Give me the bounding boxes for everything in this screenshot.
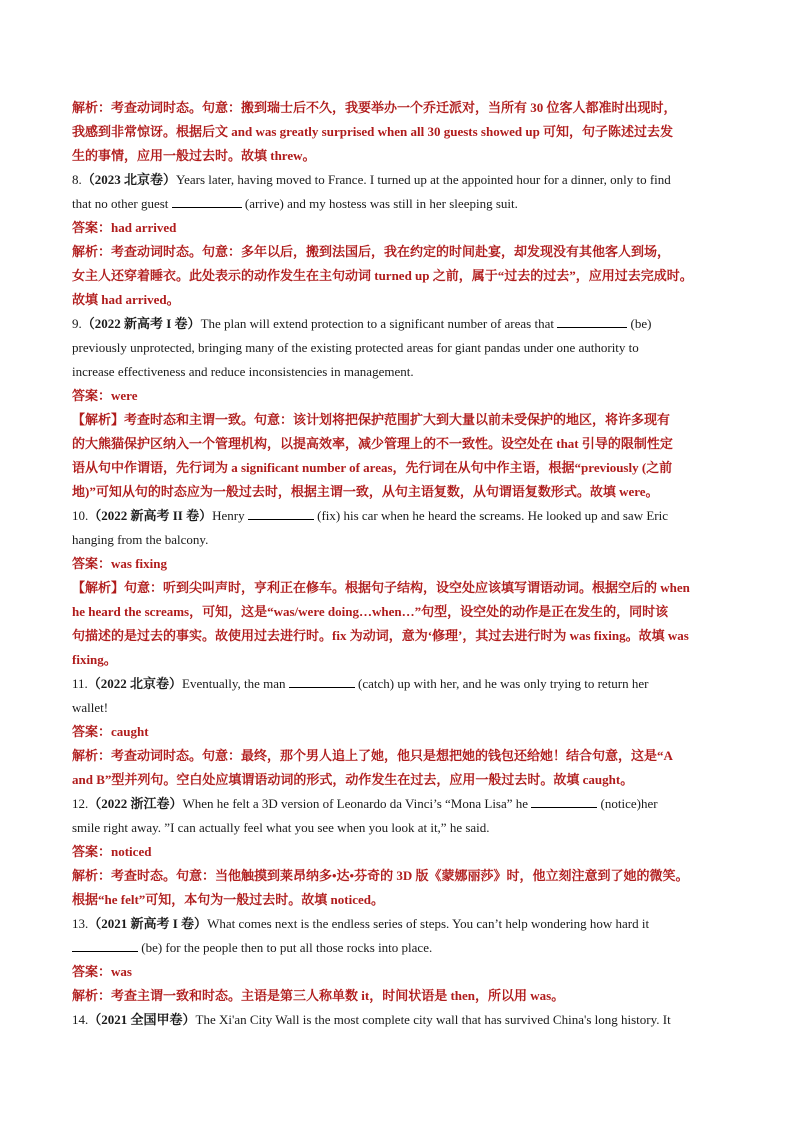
answer-13: 答案：was bbox=[72, 964, 132, 979]
question-13: 13.（2021 新高考 I 卷）What comes next is the endless series of steps. You can’t help wondering how hard it (be) for the people then to put all those rocks into place. bbox=[72, 916, 650, 955]
question-11: 11.（2022 北京卷）Eventually, the man (catch) up with her, and he was only trying to return her wallet! bbox=[72, 672, 722, 720]
analysis-7: 解析：考查动词时态。句意：搬到瑞士后不久，我要举办一个乔迁派对，当所有 30 位客人都准时出现时， 我感到非常惊讶。根据后文 and was greatly surprised when all 30 guests showed up 可知，句子陈述过去发 生的事情，应用一般过去时。故填 threw。 bbox=[72, 100, 677, 163]
question-14: 14.（2021 全国甲卷）The Xi'an City Wall is the most complete city wall that has survived China's long history. It bbox=[72, 1012, 671, 1027]
analysis-12: 解析：考查时态。句意：当他触摸到莱昂纳多•达•芬奇的 3D 版《蒙娜丽莎》时，他立刻注意到了她的微笑。 根据“he felt”可知，本句为一般过去时。故填 noticed。 bbox=[72, 868, 689, 907]
question-12: 12.（2022 浙江卷）When he felt a 3D version of Leonardo da Vinci’s “Mona Lisa” he (notice)her smile right away. ”I can actually feel what you see when you look at it,” he said. bbox=[72, 792, 722, 840]
answer-11: 答案：caught bbox=[72, 724, 149, 739]
answer-10: 答案：was fixing bbox=[72, 556, 167, 571]
document-page bbox=[72, 96, 722, 1032]
answer-12: 答案：noticed bbox=[72, 844, 152, 859]
question-8: 8.（2023 北京卷）Years later, having moved to France. I turned up at the appointed hour for a dinner, only to find that no other guest (arrive) and my hostess was still in her sleeping suit. bbox=[72, 172, 671, 211]
analysis-10: 【解析】句意：听到尖叫声时，亨利正在修车。根据句子结构，设空处应该填写谓语动词。根据空后的 when he heard the screams，可知，这是“was/were doing…when…”句型，设空处的动作是正在发生的，同时该 句描述的是过去的事实。故使用过去进行时。fix 为动词，意为‘修理’，其过去进行时为 was fixing。故填 was fixing。 bbox=[72, 580, 690, 667]
answer-blank bbox=[248, 505, 314, 520]
question-10: 10.（2022 新高考 II 卷）Henry (fix) his car when he heard the screams. He looked up and saw Eric hanging from the balcony. bbox=[72, 504, 722, 552]
analysis-11: 解析：考查动词时态。句意：最终，那个男人追上了她，他只是想把她的钱包还给她！结合句意，这是“A and B”型并列句。空白处应填谓语动词的形式，动作发生在过去，应用一般过去时。故填 caught。 bbox=[72, 748, 673, 787]
answer-blank bbox=[557, 313, 627, 328]
answer-blank bbox=[172, 193, 242, 208]
analysis-8: 解析：考查动词时态。句意：多年以后，搬到法国后，我在约定的时间赴宴，却发现没有其他客人到场， 女主人还穿着睡衣。此处表示的动作发生在主句动词 turned up 之前，属于“过去的过去”，应用过去完成时。 故填 had arrived。 bbox=[72, 244, 693, 307]
answer-blank bbox=[531, 793, 597, 808]
answer-8: 答案：had arrived bbox=[72, 220, 177, 235]
answer-blank bbox=[289, 673, 355, 688]
question-9: 9.（2022 新高考 I 卷）The plan will extend protection to a significant number of areas that (be) previously unprotected, bringing many of the existing protected areas for giant pandas under one authority to increase effectiveness and reduce inconsistencies in management. bbox=[72, 312, 722, 384]
answer-blank bbox=[72, 937, 138, 952]
answer-9: 答案：were bbox=[72, 388, 138, 403]
analysis-9: 【解析】考查时态和主谓一致。句意：该计划将把保护范围扩大到大量以前未受保护的地区，将许多现有 的大熊猫保护区纳入一个管理机构，以提高效率，减少管理上的不一致性。设空处在 that 引导的限制性定 语从句中作谓语，先行词为 a significant number of areas，先行词在从句中作主语，根据“previously (之前 地)”可知从句的时态应为一般过去时，根据主谓一致，从句主语复数，从句谓语复数形式。故填 were。 bbox=[72, 412, 673, 499]
analysis-13: 解析：考查主谓一致和时态。主语是第三人称单数 it，时间状语是 then，所以用 was。 bbox=[72, 988, 565, 1003]
